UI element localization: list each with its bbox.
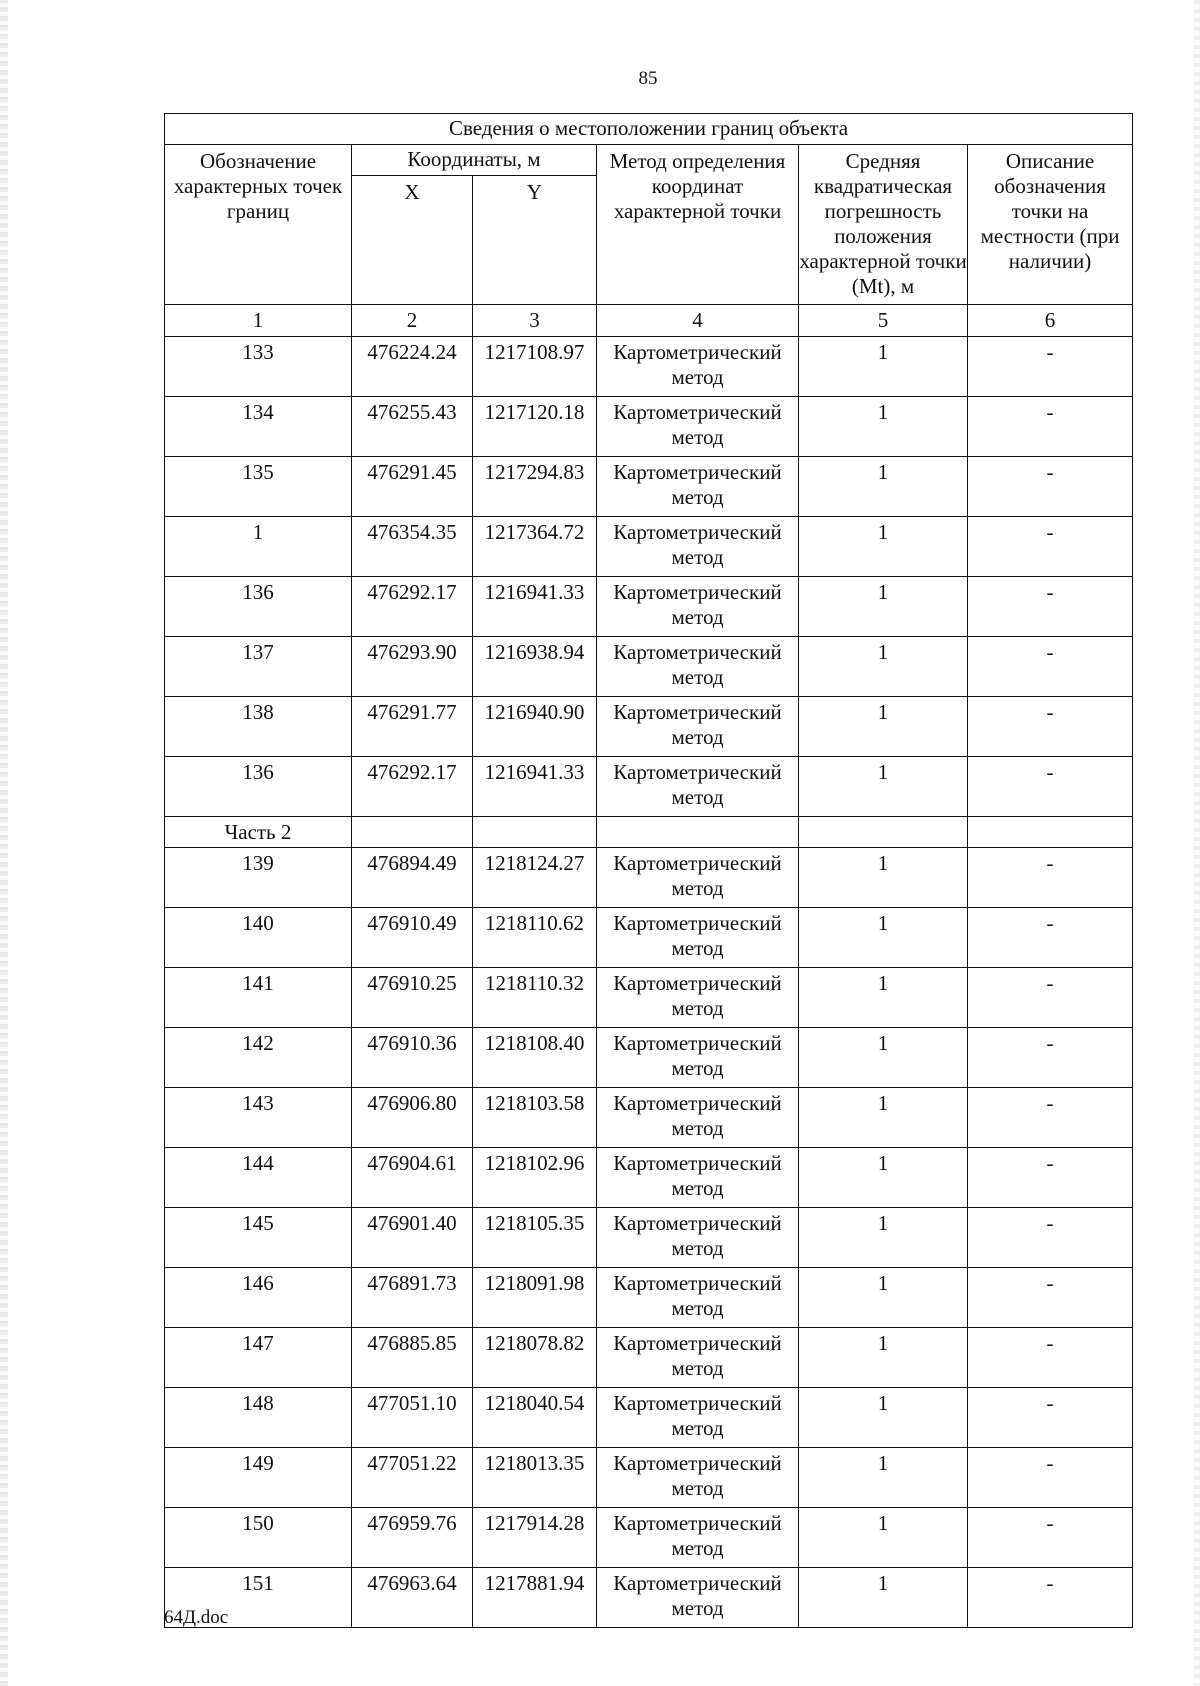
point-cell: 149 [165, 1448, 352, 1508]
column-number: 1 [165, 305, 352, 337]
table-row [165, 1568, 1133, 1628]
error-cell: 1 [799, 908, 968, 968]
header-point: Обозначение характерных точек границ [165, 145, 352, 305]
y-coordinate-cell: 1217120.18 [473, 397, 597, 457]
table-row [165, 577, 1133, 637]
point-cell: 136 [165, 577, 352, 637]
header-coords: Координаты, м [352, 145, 597, 176]
description-cell: - [968, 1388, 1133, 1448]
table-body-part2 [165, 848, 1133, 1628]
point-cell: 134 [165, 397, 352, 457]
error-cell: 1 [799, 1148, 968, 1208]
x-coordinate-cell: 476894.49 [352, 848, 473, 908]
point-cell: 138 [165, 697, 352, 757]
point-cell: 147 [165, 1328, 352, 1388]
part-label: Часть 2 [165, 817, 352, 848]
point-cell: 133 [165, 337, 352, 397]
error-cell: 1 [799, 848, 968, 908]
x-coordinate-cell: 476292.17 [352, 757, 473, 817]
header-method: Метод определения координат характерной точки [597, 145, 799, 305]
description-cell: - [968, 968, 1133, 1028]
point-cell: 140 [165, 908, 352, 968]
description-cell: - [968, 1028, 1133, 1088]
method-cell: Картометрический метод [597, 457, 799, 517]
table-row [165, 517, 1133, 577]
table-row [165, 908, 1133, 968]
table-row [165, 457, 1133, 517]
y-coordinate-cell: 1218110.62 [473, 908, 597, 968]
error-cell: 1 [799, 1268, 968, 1328]
scan-edge-left [0, 0, 8, 1686]
description-cell: - [968, 757, 1133, 817]
description-cell: - [968, 517, 1133, 577]
description-cell: - [968, 1148, 1133, 1208]
file-name-footer: 64Д.doc [164, 1607, 229, 1628]
x-coordinate-cell: 476901.40 [352, 1208, 473, 1268]
header-description: Описание обозначения точки на местности (при наличии) [968, 145, 1133, 305]
table-row [165, 757, 1133, 817]
method-cell: Картометрический метод [597, 1148, 799, 1208]
y-coordinate-cell: 1218105.35 [473, 1208, 597, 1268]
part-row [165, 817, 1133, 848]
method-cell: Картометрический метод [597, 697, 799, 757]
point-cell: 144 [165, 1148, 352, 1208]
method-cell: Картометрический метод [597, 1268, 799, 1328]
error-cell: 1 [799, 757, 968, 817]
description-cell: - [968, 1448, 1133, 1508]
point-cell: 137 [165, 637, 352, 697]
page-number: 85 [638, 68, 658, 89]
empty-cell [968, 817, 1133, 848]
method-cell: Картометрический метод [597, 1508, 799, 1568]
x-coordinate-cell: 476910.25 [352, 968, 473, 1028]
y-coordinate-cell: 1216938.94 [473, 637, 597, 697]
x-coordinate-cell: 477051.10 [352, 1388, 473, 1448]
point-cell: 145 [165, 1208, 352, 1268]
y-coordinate-cell: 1217108.97 [473, 337, 597, 397]
column-number: 3 [473, 305, 597, 337]
method-cell: Картометрический метод [597, 908, 799, 968]
error-cell: 1 [799, 1328, 968, 1388]
method-cell: Картометрический метод [597, 848, 799, 908]
header-x: X [352, 176, 473, 305]
point-cell: 135 [165, 457, 352, 517]
x-coordinate-cell: 476354.35 [352, 517, 473, 577]
description-cell: - [968, 697, 1133, 757]
method-cell: Картометрический метод [597, 1328, 799, 1388]
error-cell: 1 [799, 637, 968, 697]
y-coordinate-cell: 1218013.35 [473, 1448, 597, 1508]
table-row [165, 968, 1133, 1028]
description-cell: - [968, 577, 1133, 637]
description-cell: - [968, 1088, 1133, 1148]
description-cell: - [968, 1268, 1133, 1328]
x-coordinate-cell: 476910.49 [352, 908, 473, 968]
table-row [165, 1268, 1133, 1328]
y-coordinate-cell: 1218078.82 [473, 1328, 597, 1388]
x-coordinate-cell: 476963.64 [352, 1568, 473, 1628]
empty-cell [352, 817, 473, 848]
method-cell: Картометрический метод [597, 577, 799, 637]
method-cell: Картометрический метод [597, 968, 799, 1028]
table-row [165, 1208, 1133, 1268]
x-coordinate-cell: 476255.43 [352, 397, 473, 457]
description-cell: - [968, 1568, 1133, 1628]
y-coordinate-cell: 1217294.83 [473, 457, 597, 517]
y-coordinate-cell: 1217364.72 [473, 517, 597, 577]
method-cell: Картометрический метод [597, 1028, 799, 1088]
empty-cell [473, 817, 597, 848]
method-cell: Картометрический метод [597, 1388, 799, 1448]
column-number: 4 [597, 305, 799, 337]
point-cell: 141 [165, 968, 352, 1028]
point-cell: 146 [165, 1268, 352, 1328]
point-cell: 142 [165, 1028, 352, 1088]
table-row [165, 697, 1133, 757]
x-coordinate-cell: 476292.17 [352, 577, 473, 637]
table-row [165, 1028, 1133, 1088]
method-cell: Картометрический метод [597, 397, 799, 457]
x-coordinate-cell: 476291.77 [352, 697, 473, 757]
scan-edge-right [1194, 0, 1200, 1686]
x-coordinate-cell: 477051.22 [352, 1448, 473, 1508]
y-coordinate-cell: 1218040.54 [473, 1388, 597, 1448]
point-cell: 143 [165, 1088, 352, 1148]
table-row [165, 637, 1133, 697]
table-row [165, 1388, 1133, 1448]
y-coordinate-cell: 1218103.58 [473, 1088, 597, 1148]
table-row [165, 848, 1133, 908]
description-cell: - [968, 1208, 1133, 1268]
table-title: Сведения о местоположении границ объекта [165, 114, 1133, 145]
error-cell: 1 [799, 337, 968, 397]
description-cell: - [968, 1328, 1133, 1388]
description-cell: - [968, 1508, 1133, 1568]
error-cell: 1 [799, 1508, 968, 1568]
x-coordinate-cell: 476906.80 [352, 1088, 473, 1148]
y-coordinate-cell: 1216941.33 [473, 757, 597, 817]
header-error: Средняя квадратическая погрешность положения характерной точки (Mt), м [799, 145, 968, 305]
point-cell: 151 [165, 1568, 352, 1628]
table-row [165, 1508, 1133, 1568]
description-cell: - [968, 337, 1133, 397]
x-coordinate-cell: 476904.61 [352, 1148, 473, 1208]
y-coordinate-cell: 1217914.28 [473, 1508, 597, 1568]
part-separator [165, 817, 1133, 848]
error-cell: 1 [799, 968, 968, 1028]
y-coordinate-cell: 1216941.33 [473, 577, 597, 637]
boundary-table [164, 113, 1133, 1628]
table-row [165, 1148, 1133, 1208]
error-cell: 1 [799, 517, 968, 577]
method-cell: Картометрический метод [597, 637, 799, 697]
x-coordinate-cell: 476224.24 [352, 337, 473, 397]
point-cell: 148 [165, 1388, 352, 1448]
point-cell: 139 [165, 848, 352, 908]
column-number: 6 [968, 305, 1133, 337]
x-coordinate-cell: 476885.85 [352, 1328, 473, 1388]
point-cell: 150 [165, 1508, 352, 1568]
error-cell: 1 [799, 697, 968, 757]
description-cell: - [968, 908, 1133, 968]
method-cell: Картометрический метод [597, 1088, 799, 1148]
x-coordinate-cell: 476959.76 [352, 1508, 473, 1568]
table-row [165, 1448, 1133, 1508]
error-cell: 1 [799, 1028, 968, 1088]
error-cell: 1 [799, 397, 968, 457]
error-cell: 1 [799, 577, 968, 637]
y-coordinate-cell: 1216940.90 [473, 697, 597, 757]
x-coordinate-cell: 476910.36 [352, 1028, 473, 1088]
column-number-row [165, 305, 1133, 337]
table-body-part1 [165, 337, 1133, 817]
description-cell: - [968, 397, 1133, 457]
empty-cell [799, 817, 968, 848]
y-coordinate-cell: 1218108.40 [473, 1028, 597, 1088]
error-cell: 1 [799, 457, 968, 517]
table-row [165, 1088, 1133, 1148]
x-coordinate-cell: 476293.90 [352, 637, 473, 697]
error-cell: 1 [799, 1208, 968, 1268]
point-cell: 1 [165, 517, 352, 577]
column-number: 2 [352, 305, 473, 337]
description-cell: - [968, 457, 1133, 517]
error-cell: 1 [799, 1388, 968, 1448]
description-cell: - [968, 848, 1133, 908]
method-cell: Картометрический метод [597, 1208, 799, 1268]
method-cell: Картометрический метод [597, 517, 799, 577]
method-cell: Картометрический метод [597, 1448, 799, 1508]
method-cell: Картометрический метод [597, 337, 799, 397]
x-coordinate-cell: 476891.73 [352, 1268, 473, 1328]
error-cell: 1 [799, 1448, 968, 1508]
method-cell: Картометрический метод [597, 1568, 799, 1628]
y-coordinate-cell: 1217881.94 [473, 1568, 597, 1628]
column-number: 5 [799, 305, 968, 337]
error-cell: 1 [799, 1568, 968, 1628]
y-coordinate-cell: 1218110.32 [473, 968, 597, 1028]
header-y: Y [473, 176, 597, 305]
table-row [165, 397, 1133, 457]
table-row [165, 1328, 1133, 1388]
empty-cell [597, 817, 799, 848]
y-coordinate-cell: 1218124.27 [473, 848, 597, 908]
x-coordinate-cell: 476291.45 [352, 457, 473, 517]
table-row [165, 337, 1133, 397]
point-cell: 136 [165, 757, 352, 817]
y-coordinate-cell: 1218091.98 [473, 1268, 597, 1328]
error-cell: 1 [799, 1088, 968, 1148]
method-cell: Картометрический метод [597, 757, 799, 817]
y-coordinate-cell: 1218102.96 [473, 1148, 597, 1208]
description-cell: - [968, 637, 1133, 697]
